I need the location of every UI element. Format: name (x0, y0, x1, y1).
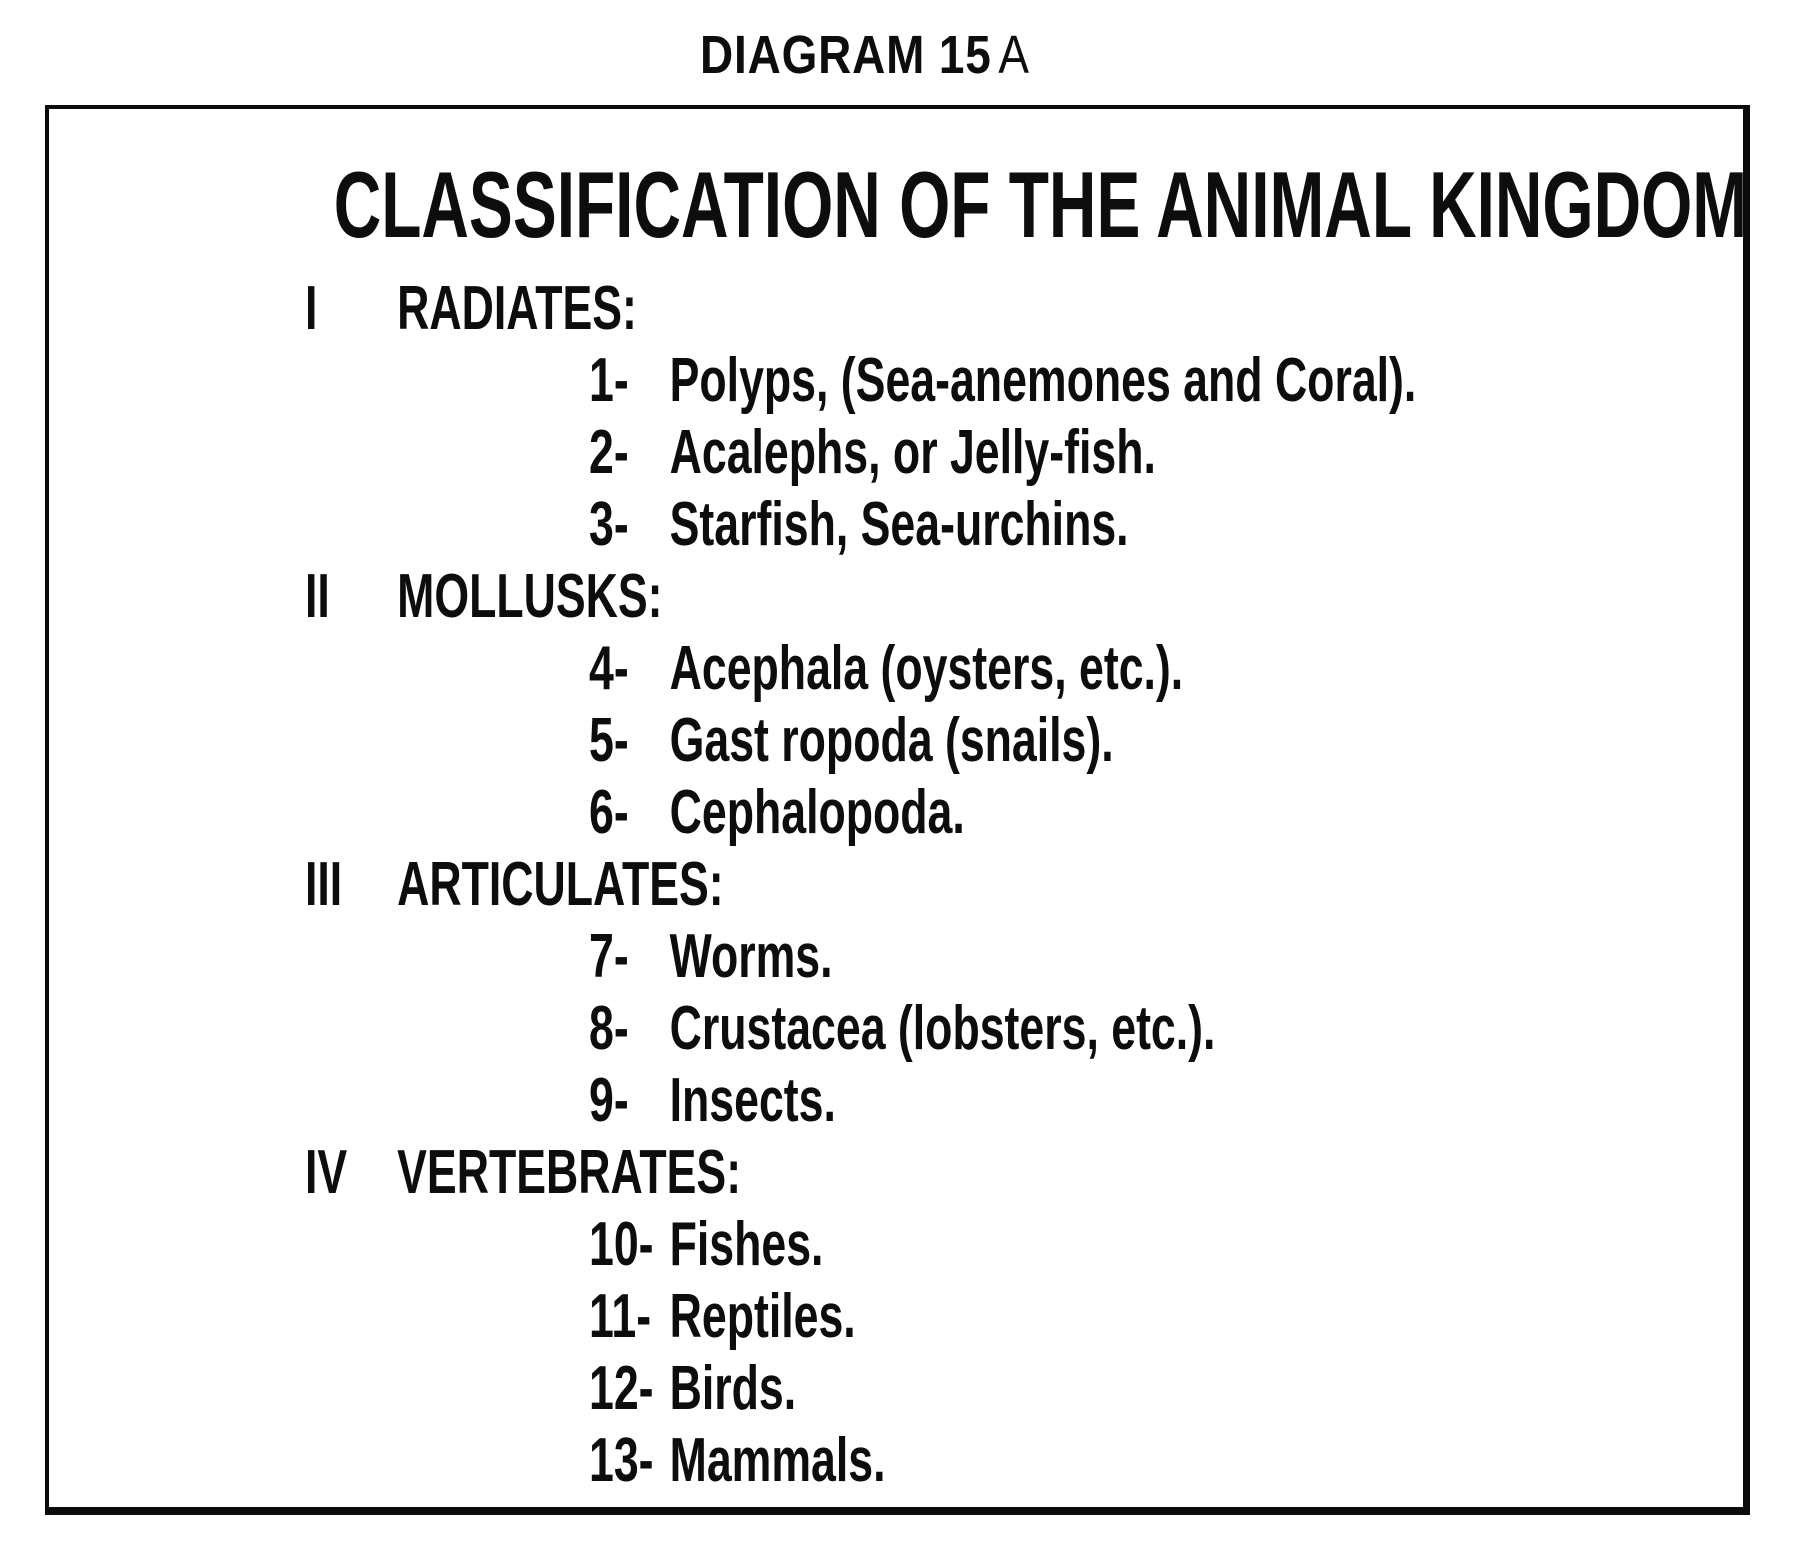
item-number: 4- (589, 634, 629, 703)
list-item (589, 921, 1420, 993)
item-text: Starfish, Sea-urchins. (669, 490, 1129, 559)
group-header (305, 1137, 1340, 1209)
list-item (589, 993, 1420, 1065)
group-numeral: II (305, 562, 330, 631)
list-item (589, 705, 1420, 777)
item-number: 12- (589, 1354, 654, 1423)
item-text: Acalephs, or Jelly-fish. (669, 418, 1156, 487)
item-text: Gast ropoda (snails). (669, 706, 1114, 775)
item-text: Birds. (669, 1354, 797, 1423)
group-label: ARTICULATES: (397, 850, 724, 919)
list-item (589, 489, 1420, 561)
diagram-header (700, 24, 1030, 86)
item-text: Crustacea (lobsters, etc.). (669, 994, 1216, 1063)
group-label: VERTEBRATES: (397, 1138, 742, 1207)
item-text: Mammals. (669, 1426, 886, 1495)
group-numeral: I (305, 274, 318, 343)
item-number: 1- (589, 346, 629, 415)
group-label: RADIATES: (397, 274, 637, 343)
item-number: 8- (589, 994, 629, 1063)
item-text: Acephala (oysters, etc.). (669, 634, 1184, 703)
list-item (589, 1353, 1420, 1425)
item-number: 6- (589, 778, 629, 847)
item-text: Insects. (669, 1066, 836, 1135)
list-item (589, 345, 1420, 417)
item-text: Polyps, (Sea-anemones and Coral). (669, 346, 1417, 415)
item-number: 5- (589, 706, 629, 775)
item-number: 9- (589, 1066, 629, 1135)
diagram-header-suffix: A (998, 25, 1030, 85)
classification-list (49, 273, 1743, 1497)
list-item (589, 1209, 1420, 1281)
group-numeral: III (305, 850, 343, 919)
list-item (589, 777, 1420, 849)
item-number: 3- (589, 490, 629, 559)
list-item (589, 633, 1420, 705)
item-text: Cephalopoda. (669, 778, 965, 847)
group-header (305, 273, 1340, 345)
list-item (589, 1425, 1420, 1497)
group-header (305, 849, 1340, 921)
group-header (305, 561, 1340, 633)
diagram-header-number: DIAGRAM 15 (700, 25, 992, 85)
group-label: MOLLUSKS: (397, 562, 663, 631)
list-item (589, 1065, 1420, 1137)
item-text: Worms. (669, 922, 833, 991)
item-number: 13- (589, 1426, 654, 1495)
item-number: 10- (589, 1210, 654, 1279)
item-number: 2- (589, 418, 629, 487)
list-item (589, 1281, 1420, 1353)
diagram-title: CLASSIFICATION OF THE ANIMAL KINGDOM (333, 152, 1748, 257)
item-text: Fishes. (669, 1210, 824, 1279)
list-item (589, 417, 1420, 489)
item-number: 11- (589, 1282, 652, 1351)
item-number: 7- (589, 922, 629, 991)
diagram-box (45, 105, 1750, 1515)
item-text: Reptiles. (669, 1282, 856, 1351)
group-numeral: IV (305, 1138, 348, 1207)
